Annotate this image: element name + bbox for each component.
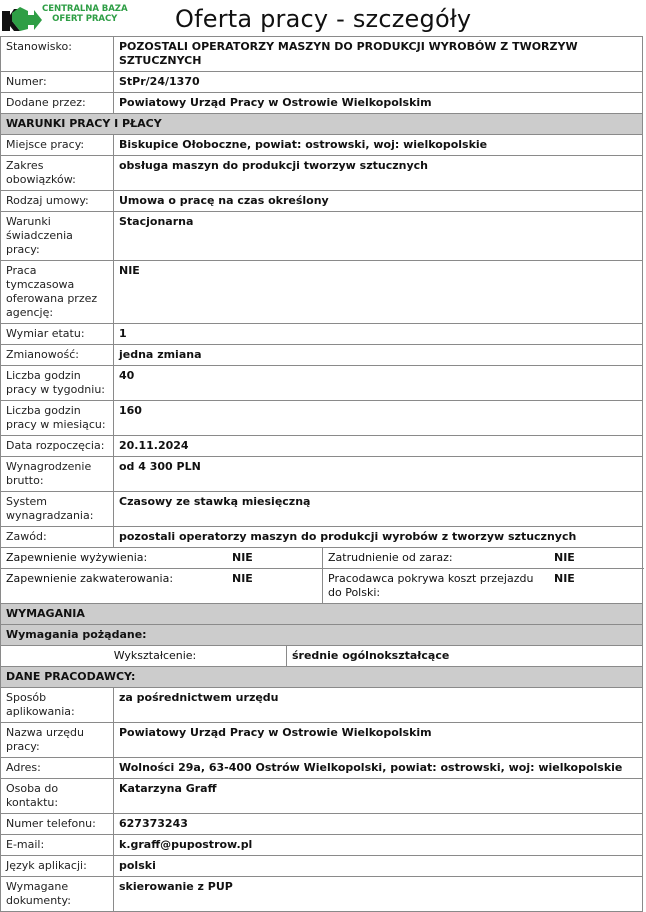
- extra-value-housing: NIE: [227, 569, 323, 603]
- field-value: obsługa maszyn do produkcji tworzyw sztucznych: [114, 156, 643, 191]
- extra-label-housing: Zapewnienie zakwaterowania:: [6, 572, 174, 585]
- field-label: Wynagrodzenie brutto:: [1, 457, 114, 492]
- field-value: Czasowy ze stawką miesięczną: [114, 492, 643, 527]
- row-contact-person: [1, 779, 643, 814]
- field-value: Stacjonarna: [114, 212, 643, 261]
- extra-value-immediate: NIE: [549, 548, 644, 569]
- offer-details-table: [0, 36, 643, 912]
- field-label: Liczba godzin pracy w miesiącu:: [1, 401, 114, 436]
- row-office-name: [1, 723, 643, 758]
- extra-value-travel: NIE: [554, 572, 575, 585]
- field-value: 627373243: [114, 814, 643, 835]
- field-value: StPr/24/1370: [114, 72, 643, 93]
- field-label: Dodane przez:: [1, 93, 114, 114]
- extras-grid: [1, 548, 642, 603]
- section-heading: WARUNKI PRACY I PŁACY: [1, 114, 643, 135]
- logo-line-1: CENTRALNA BAZA: [42, 4, 128, 14]
- row-temp-agency: [1, 261, 643, 324]
- row-required-documents: [1, 877, 643, 912]
- field-label: Stanowisko:: [1, 37, 114, 72]
- row-email: [1, 835, 643, 856]
- field-label: Wymiar etatu:: [1, 324, 114, 345]
- row-shifts: [1, 345, 643, 366]
- field-label: Adres:: [1, 758, 114, 779]
- logo-text: [42, 5, 128, 24]
- row-number: [1, 72, 643, 93]
- row-apply-method: [1, 688, 643, 723]
- field-label: Nazwa urzędu pracy:: [1, 723, 114, 758]
- row-duties: [1, 156, 643, 191]
- row-contract-type: [1, 191, 643, 212]
- field-label: Rodzaj umowy:: [1, 191, 114, 212]
- field-value: Wolności 29a, 63-400 Ostrów Wielkopolski, powiat: ostrowski, woj: wielkopolskie: [114, 758, 643, 779]
- row-added-by: [1, 93, 643, 114]
- field-label: Warunki świadczenia pracy:: [1, 212, 114, 261]
- section-heading: DANE PRACODAWCY:: [1, 667, 643, 688]
- field-label: Numer telefonu:: [1, 814, 114, 835]
- field-label: Liczba godzin pracy w tygodniu:: [1, 366, 114, 401]
- field-value: 20.11.2024: [114, 436, 643, 457]
- field-value: za pośrednictwem urzędu: [114, 688, 643, 723]
- extra-label-meals: Zapewnienie wyżywienia:: [1, 548, 227, 569]
- field-value: pozostali operatorzy maszyn do produkcji wyrobów z tworzyw sztucznych: [114, 527, 643, 548]
- section-conditions: [1, 114, 643, 135]
- field-label: Zakres obowiązków:: [1, 156, 114, 191]
- section-heading: WYMAGANIA: [1, 604, 643, 625]
- field-value: POZOSTALI OPERATORZY MASZYN DO PRODUKCJI WYROBÓW Z TWORZYW SZTUCZNYCH: [114, 37, 643, 72]
- education-grid: [1, 646, 642, 666]
- field-value: 160: [114, 401, 643, 436]
- section-requirements: [1, 604, 643, 625]
- field-value: NIE: [114, 261, 643, 324]
- section-employer: [1, 667, 643, 688]
- field-label: Numer:: [1, 72, 114, 93]
- page-header: [0, 0, 646, 36]
- field-value: Katarzyna Graff: [114, 779, 643, 814]
- page-title: Oferta pracy - szczegóły: [175, 5, 472, 33]
- field-label: Osoba do kontaktu:: [1, 779, 114, 814]
- row-pay-system: [1, 492, 643, 527]
- extras-cell: [1, 548, 643, 604]
- field-value: Biskupice Ołoboczne, powiat: ostrowski, woj: wielkopolskie: [114, 135, 643, 156]
- education-value: średnie ogólnokształcące: [292, 649, 450, 662]
- education-label: Wykształcenie:: [1, 646, 287, 666]
- row-address: [1, 758, 643, 779]
- row-work-mode: [1, 212, 643, 261]
- row-application-language: [1, 856, 643, 877]
- row-position: [1, 37, 643, 72]
- email-link[interactable]: k.graff@pupostrow.pl: [114, 835, 643, 856]
- row-monthly-hours: [1, 401, 643, 436]
- logo-line-2: OFERT PRACY: [52, 13, 118, 24]
- field-value: 40: [114, 366, 643, 401]
- field-value: Powiatowy Urząd Pracy w Ostrowie Wielkopolskim: [114, 723, 643, 758]
- subsection-heading: Wymagania pożądane:: [1, 625, 643, 646]
- field-value: od 4 300 PLN: [114, 457, 643, 492]
- field-value: polski: [114, 856, 643, 877]
- extra-label-immediate: Zatrudnienie od zaraz:: [323, 548, 549, 569]
- extra-value-meals: NIE: [227, 548, 323, 569]
- field-label: Praca tymczasowa oferowana przez agencję:: [1, 261, 114, 324]
- row-salary: [1, 457, 643, 492]
- row-extras: [1, 548, 643, 604]
- row-start-date: [1, 436, 643, 457]
- field-label: Wymagane dokumenty:: [1, 877, 114, 912]
- extra-label-travel: Pracodawca pokrywa koszt przejazdu do Polski:: [328, 572, 534, 599]
- field-value: jedna zmiana: [114, 345, 643, 366]
- field-label: Zmianowość:: [1, 345, 114, 366]
- row-occupation: [1, 527, 643, 548]
- field-label: Sposób aplikowania:: [1, 688, 114, 723]
- field-label: E-mail:: [1, 835, 114, 856]
- field-label: System wynagradzania:: [1, 492, 114, 527]
- row-fte: [1, 324, 643, 345]
- field-value: Umowa o pracę na czas określony: [114, 191, 643, 212]
- section-desired-requirements: [1, 625, 643, 646]
- field-label: Język aplikacji:: [1, 856, 114, 877]
- field-label: Data rozpoczęcia:: [1, 436, 114, 457]
- row-workplace: [1, 135, 643, 156]
- education-cell: [1, 646, 643, 667]
- row-phone: [1, 814, 643, 835]
- field-value: skierowanie z PUP: [114, 877, 643, 912]
- field-value: Powiatowy Urząd Pracy w Ostrowie Wielkopolskim: [114, 93, 643, 114]
- row-education: [1, 646, 643, 667]
- field-label: Zawód:: [1, 527, 114, 548]
- field-label: Miejsce pracy:: [1, 135, 114, 156]
- row-weekly-hours: [1, 366, 643, 401]
- field-value: 1: [114, 324, 643, 345]
